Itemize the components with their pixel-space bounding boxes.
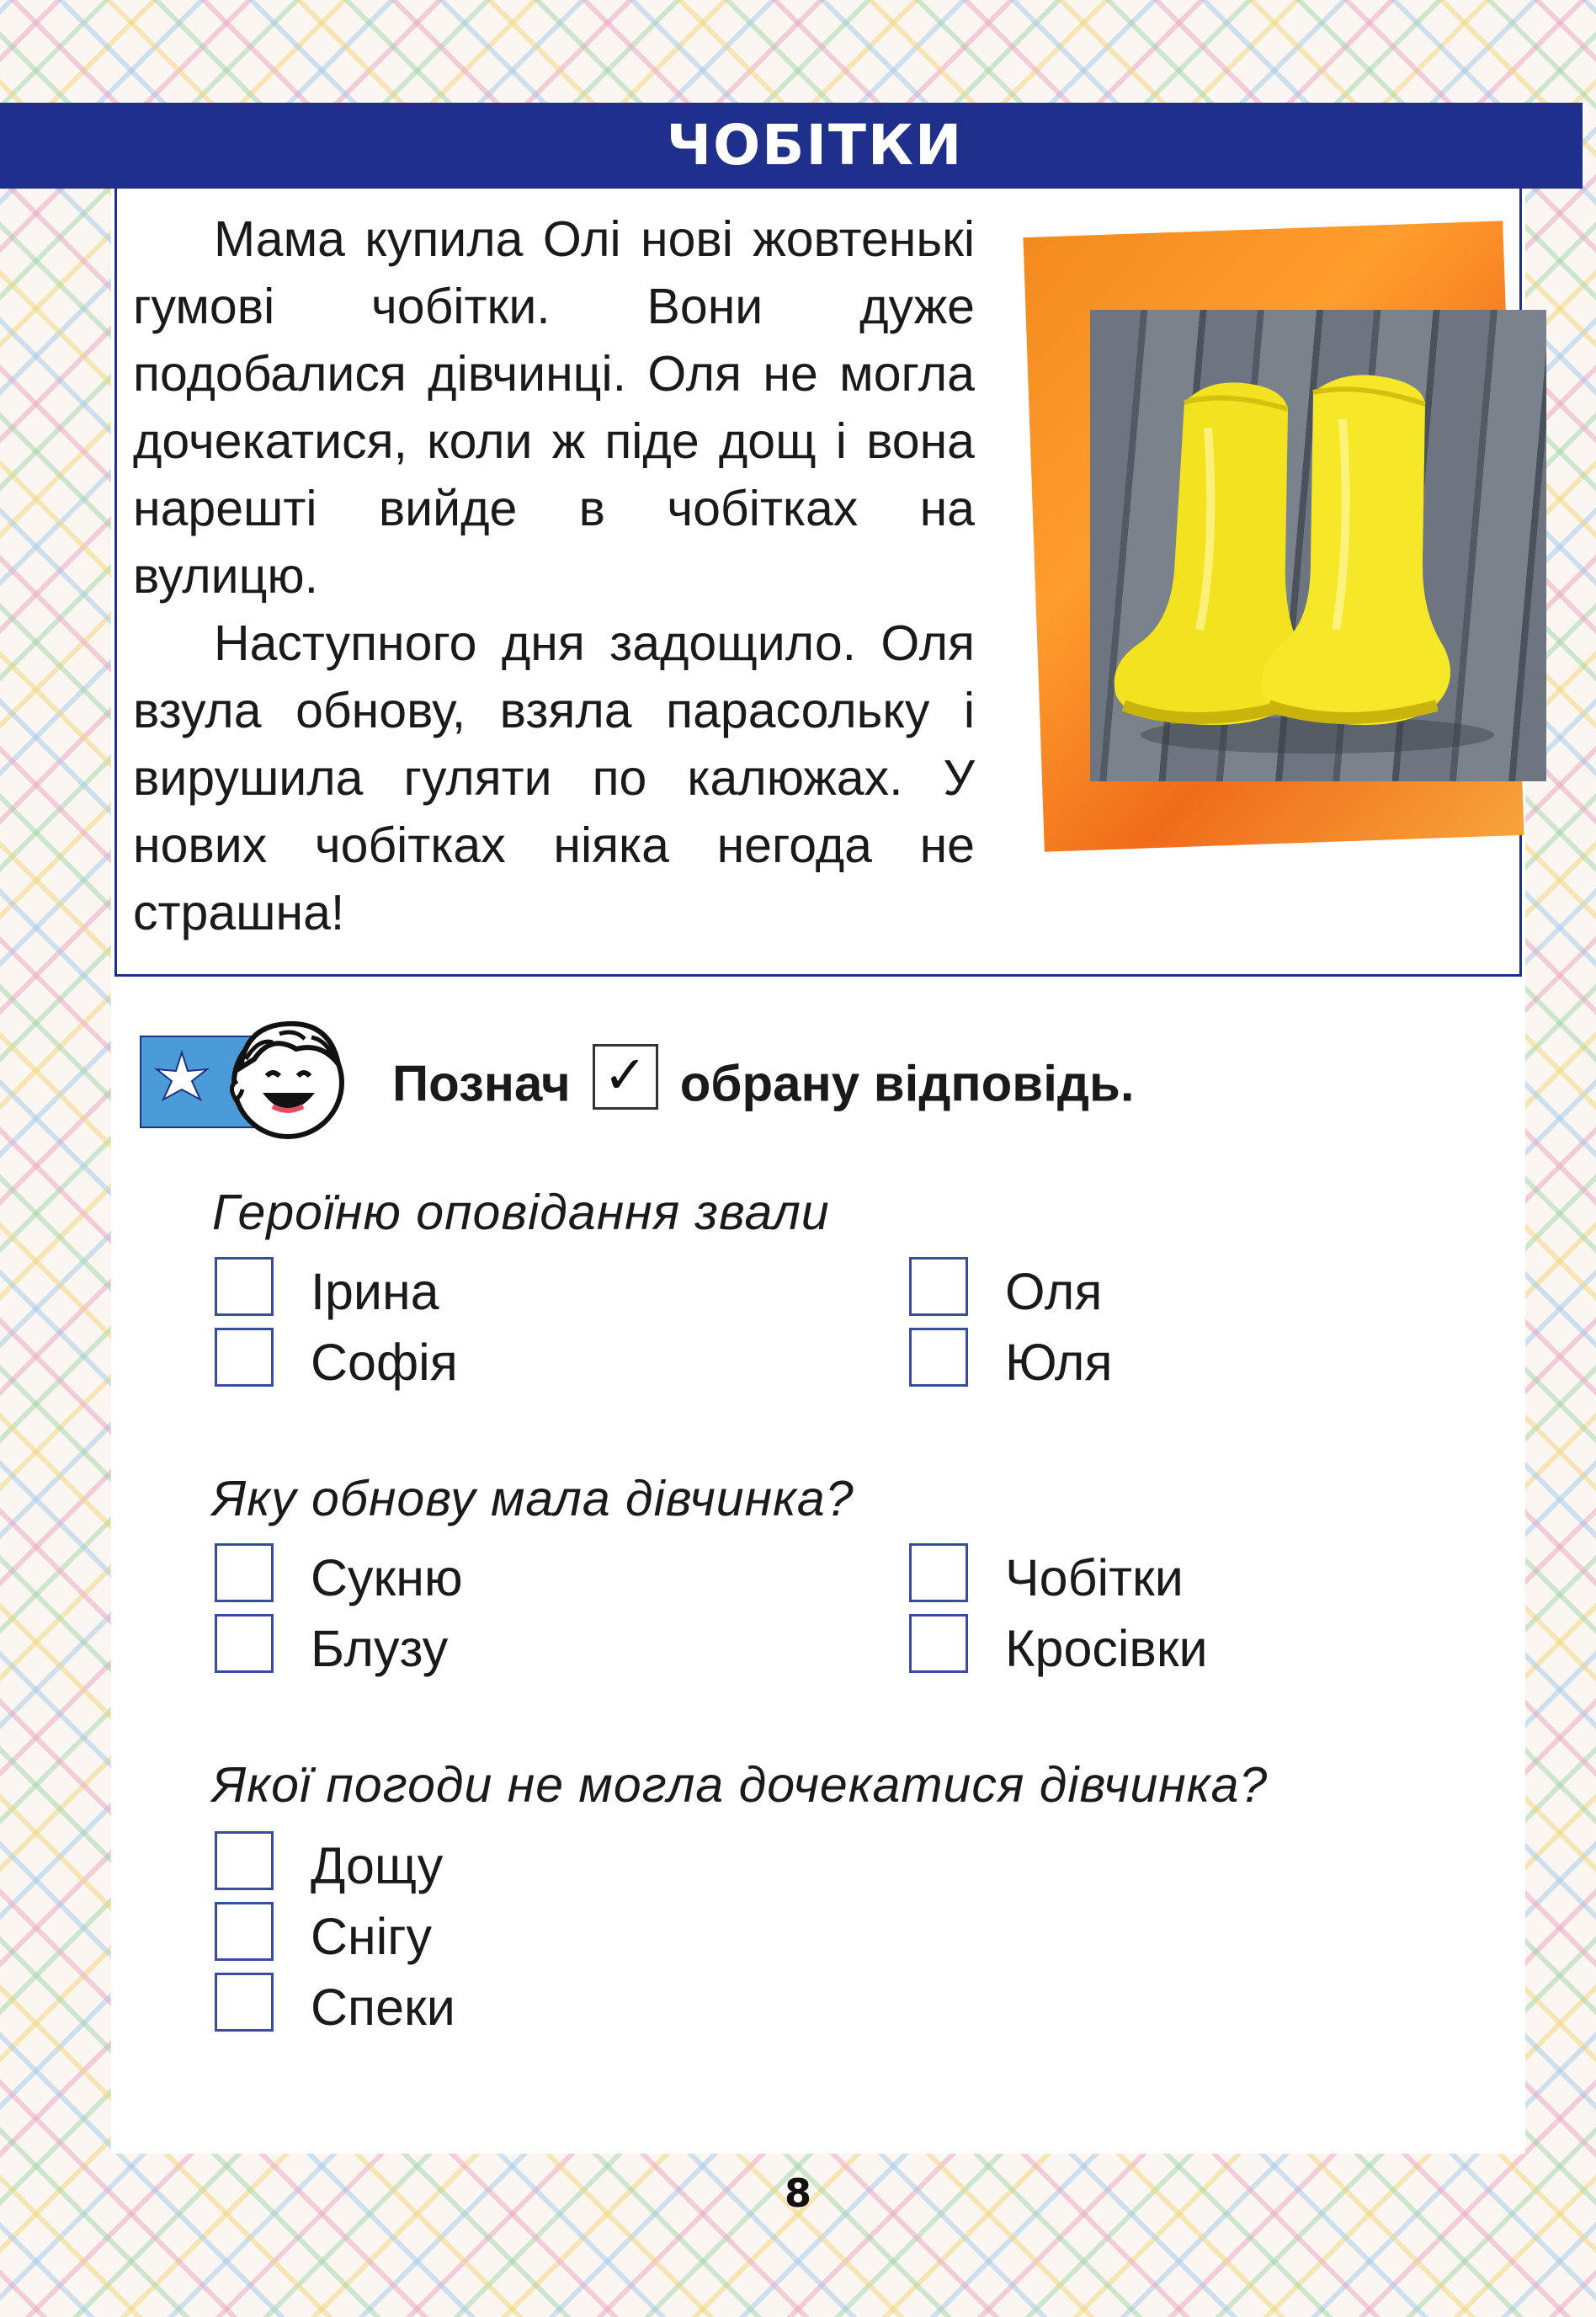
question-3: Якої погоди не могла дочекатися дівчинка? (212, 1757, 1269, 1813)
option-q2-3[interactable] (909, 1539, 1184, 1606)
option-label: Снігу (311, 1907, 433, 1965)
yellow-rain-boots-photo (1090, 310, 1546, 781)
check-example-box: ✓ (593, 1044, 658, 1110)
option-q1-2[interactable] (215, 1324, 458, 1391)
answer-checkbox[interactable] (215, 1543, 274, 1602)
option-label: Кросівки (1005, 1619, 1208, 1677)
option-label: Спеки (311, 1978, 455, 2036)
answer-checkbox[interactable] (215, 1831, 274, 1890)
question-1: Героїню оповідання звали (212, 1185, 830, 1240)
option-label: Чобітки (1005, 1548, 1184, 1606)
option-q3-1[interactable] (215, 1827, 444, 1894)
boots-illustration (1090, 310, 1546, 781)
option-q2-4[interactable] (909, 1610, 1208, 1677)
instruction (392, 1047, 1135, 1116)
option-q3-3[interactable] (215, 1968, 455, 2036)
option-label: Сукню (311, 1548, 463, 1606)
option-label: Юля (1005, 1333, 1113, 1391)
option-label: Софія (311, 1333, 458, 1391)
option-label: Блузу (311, 1619, 449, 1677)
option-q2-1[interactable] (215, 1539, 463, 1606)
answer-checkbox[interactable] (909, 1257, 968, 1316)
smiling-boy-icon (221, 1009, 355, 1143)
option-label: Ірина (311, 1262, 439, 1320)
instruction-after: обрану відповідь. (679, 1055, 1135, 1112)
story-paragraph-2: Наступного дня задощило. Оля взула обнову, взяла парасольку і вирушила гуляти по калюжах. У нових чобітках ніяка негода не страшна! (133, 615, 975, 940)
option-label: Дощу (311, 1836, 444, 1894)
option-q1-1[interactable] (215, 1253, 439, 1320)
instruction-before: Познач (392, 1055, 571, 1112)
option-q1-3[interactable] (909, 1253, 1103, 1320)
option-q3-2[interactable] (215, 1898, 433, 1965)
answer-checkbox[interactable] (909, 1543, 968, 1602)
answer-checkbox[interactable] (215, 1257, 274, 1316)
page-title: ЧОБІТКИ (666, 113, 964, 178)
answer-checkbox[interactable] (909, 1328, 968, 1387)
answer-checkbox[interactable] (215, 1902, 274, 1961)
option-q2-2[interactable] (215, 1610, 449, 1677)
answer-checkbox[interactable] (215, 1328, 274, 1387)
option-label: Оля (1005, 1262, 1103, 1320)
story-paragraph-1: Мама купила Олі нові жовтенькі гумові чобітки. Вони дуже подобалися дівчинці. Оля не могла дочекатися, коли ж піде дощ і вона нарешті вийде в чобітках на вулицю. (133, 211, 975, 604)
story-text (133, 205, 975, 946)
question-2: Яку обнову мала дівчинка? (212, 1471, 854, 1526)
answer-checkbox[interactable] (909, 1614, 968, 1673)
page-number: 8 (784, 2171, 811, 2216)
answer-checkbox[interactable] (215, 1614, 274, 1673)
option-q1-4[interactable] (909, 1324, 1113, 1391)
answer-checkbox[interactable] (215, 1973, 274, 2032)
